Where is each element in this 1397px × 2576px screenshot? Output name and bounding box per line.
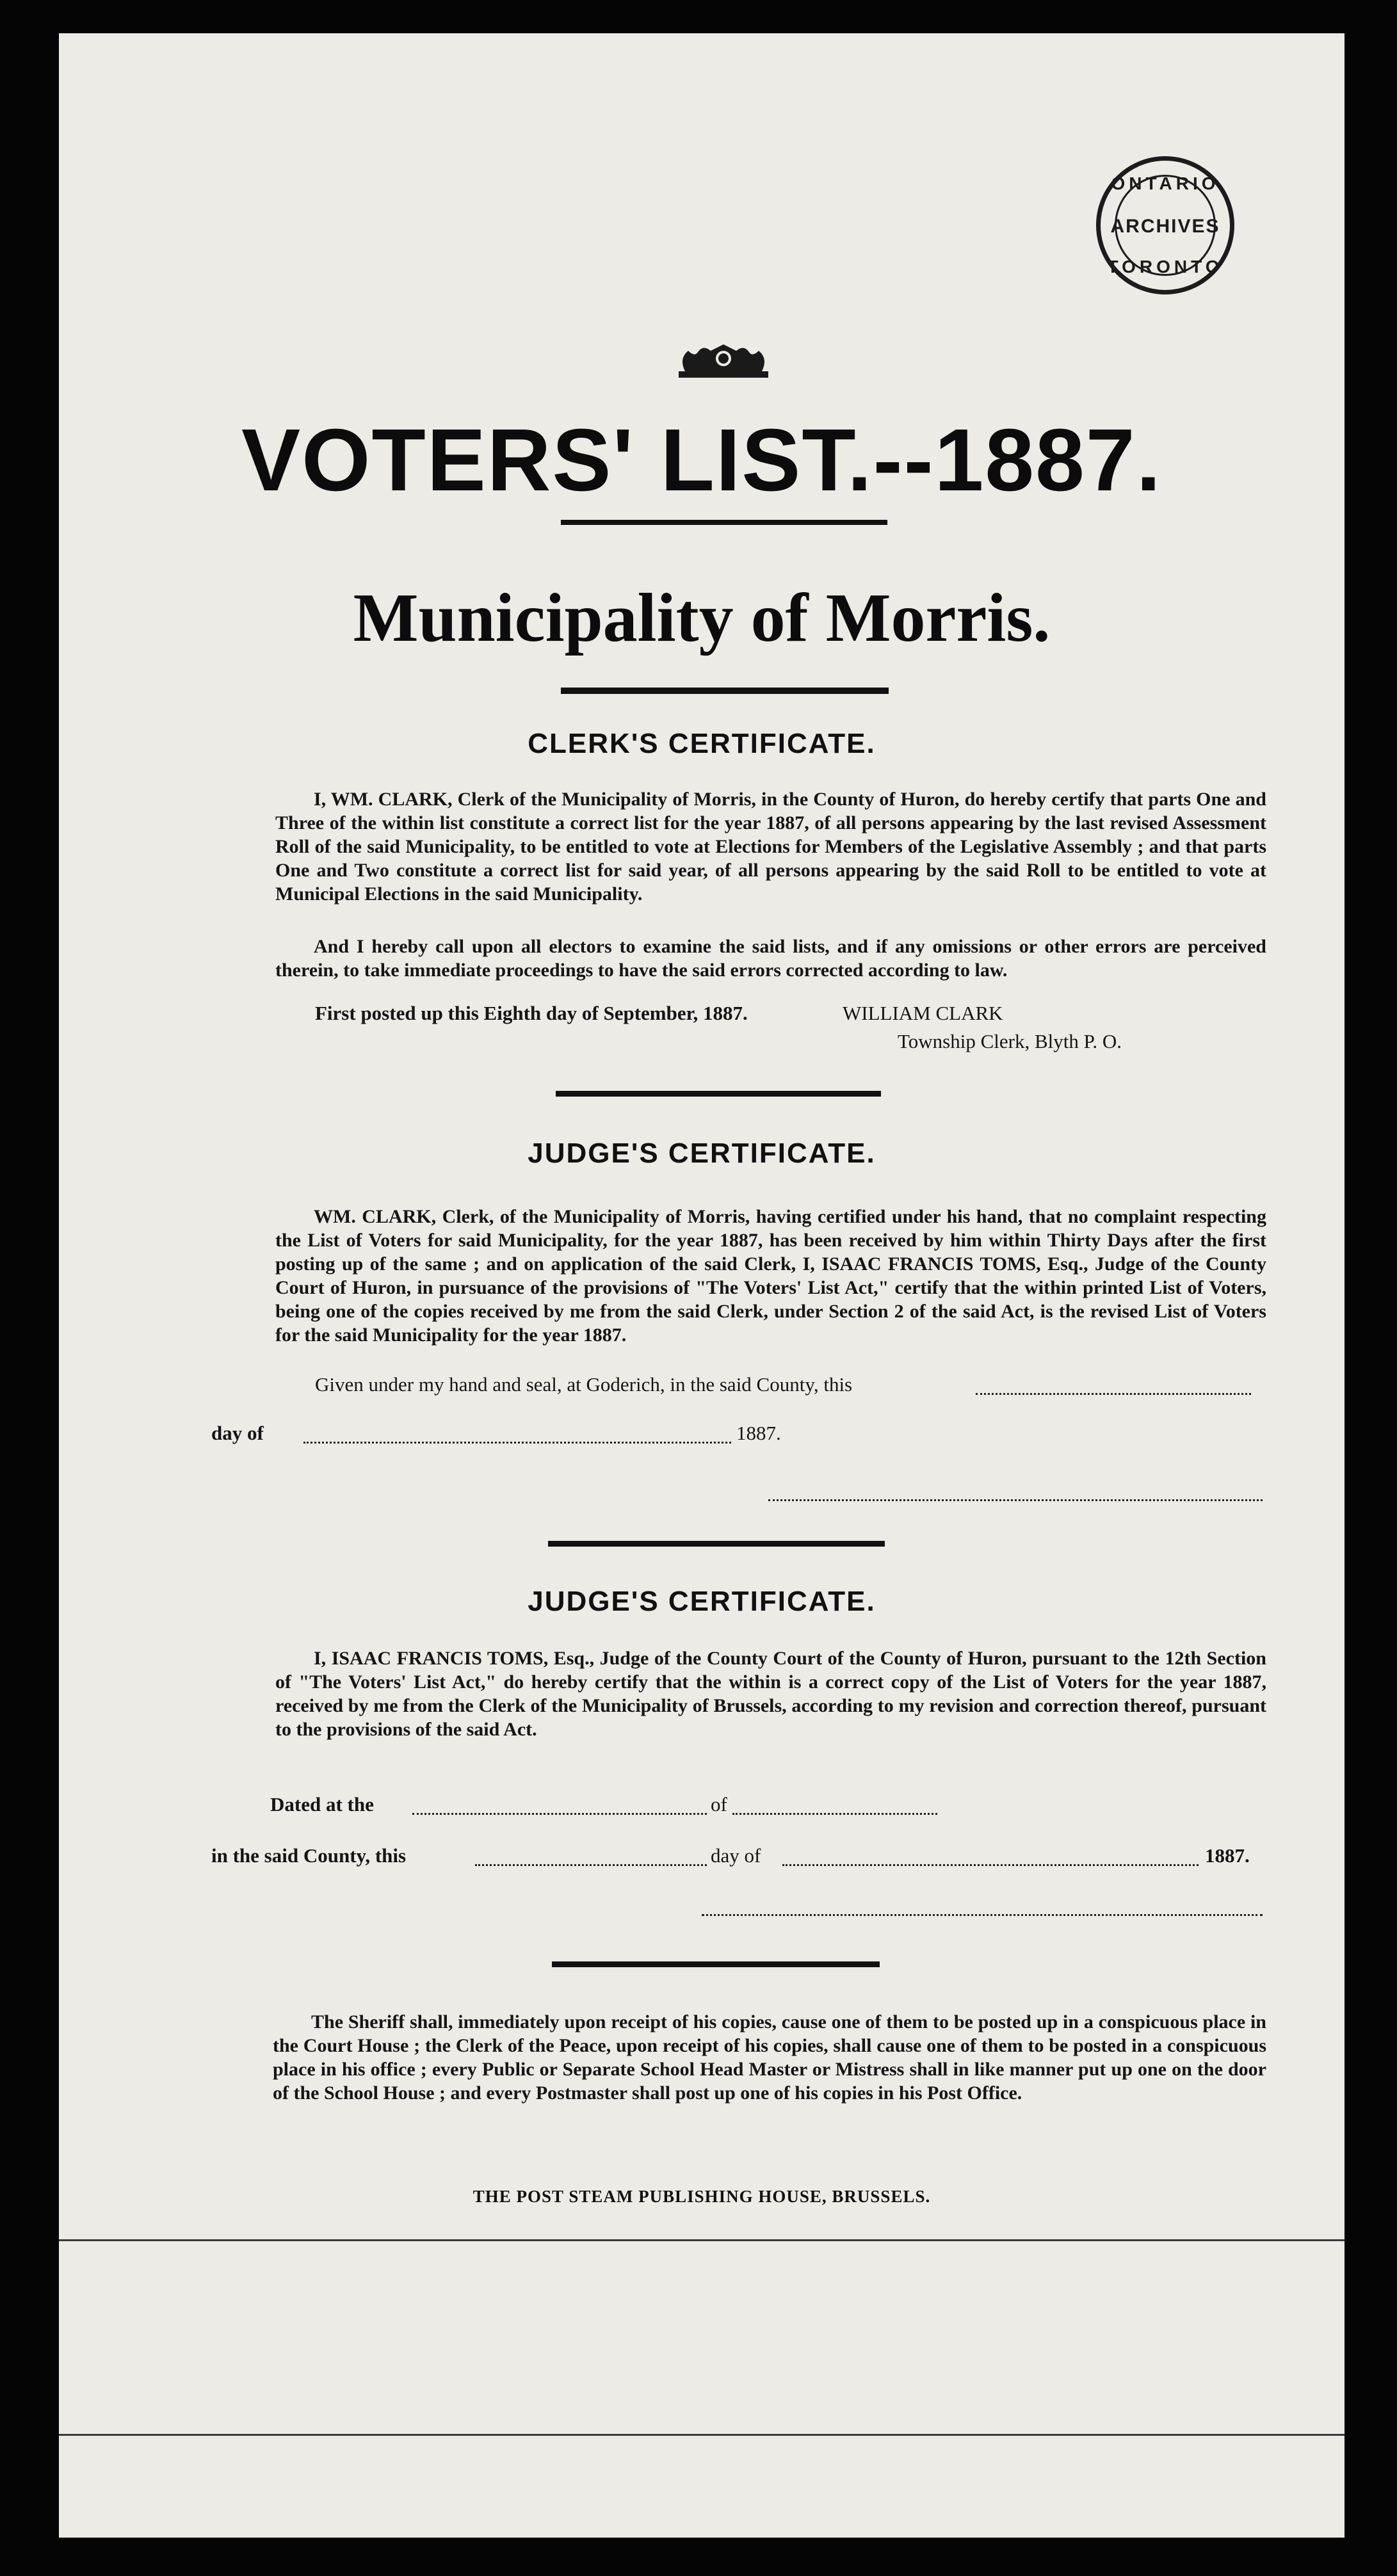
signature-line: [702, 1914, 1263, 1916]
clerk-certificate-call: And I hereby call upon all electors to examine the said lists, and if any omissions or other errors are perceived therein, to take immediate proceedings to have the said errors corrected according to law.: [275, 936, 1266, 981]
day-of-label: day of: [711, 1844, 761, 1867]
divider: [59, 2239, 1345, 2241]
page-title: VOTERS' LIST.--1887.: [241, 411, 1162, 510]
signatory-title: Township Clerk, Blyth P. O.: [898, 1030, 1122, 1052]
judge-certificate-1-body: WM. CLARK, Clerk, of the Municipality of Morris, having certified under his hand, that no complaint respecting the List of Voters for said Municipality, for the year 1887, has been received by him within Thirty Days after the first posting up of the same ; and on application of the said Clerk, I, ISAAC FRANCIS TOMS, Esq., Judge of the County Court of Huron, in pursuance of the provisions of "The Voters' List Act," certify that the within printed List of Voters, being one of the copies received by me from the said Clerk, under Section 2 of the said Act, is the revised List of Voters for the said Municipality for the year 1887.: [275, 1206, 1266, 1346]
given-under-hand: Given under my hand and seal, at Goderich, in the said County, this: [315, 1373, 853, 1396]
municipality-title: Municipality of Morris.: [353, 580, 1051, 656]
judge-certificate-2-body: I, ISAAC FRANCIS TOMS, Esq., Judge of the County Court of the County of Huron, pursuant to the 12th Section of "The Voters' List Act," do hereby certify that the within is a correct copy of the List of Voters for the year 1887, received by me from the Clerk of the Municipality of Brussels, according to my revision and correction thereof, pursuant to the provisions of the said Act.: [275, 1648, 1266, 1740]
day-of-label: day of: [211, 1422, 264, 1444]
year-label: 1887.: [736, 1422, 781, 1444]
signature-line: [732, 1813, 937, 1815]
signature-line: [303, 1442, 731, 1444]
judge-certificate-2-heading: JUDGE'S CERTIFICATE.: [528, 1586, 876, 1617]
signatory-name: WILLIAM CLARK: [843, 1002, 1003, 1024]
in-county-label: in the said County, this: [211, 1844, 407, 1867]
stamp-middle-text: ARCHIVES: [1110, 216, 1220, 237]
publisher-imprint: THE POST STEAM PUBLISHING HOUSE, BRUSSELS.: [472, 2187, 931, 2206]
signature-line: [976, 1393, 1251, 1395]
archives-stamp: [1096, 156, 1234, 294]
divider: [552, 1961, 880, 1967]
year-label: 1887.: [1205, 1844, 1250, 1867]
posting-date: First posted up this Eighth day of September, 1887.: [315, 1002, 748, 1024]
stamp-bottom-text: TORONTO: [1107, 257, 1223, 277]
divider: [548, 1541, 885, 1547]
signature-line: [782, 1864, 1199, 1866]
of-label: of: [711, 1793, 727, 1815]
sheriff-notice: The Sheriff shall, immediately upon receipt of his copies, cause one of them to be posted up in a conspicuous place in the Court House ; the Clerk of the Peace, upon receipt of his copies, shall cause one of them to be posted in a conspicuous place in his office ; every Public or Separate School Head Master or Mistress shall in like manner put up one on the door of the School House ; and every Postmaster shall post up one of his copies in his Post Office.: [273, 2011, 1266, 2104]
divider: [556, 1091, 881, 1097]
signature-line: [412, 1813, 707, 1815]
royal-crest-icon: [666, 339, 781, 384]
divider: [561, 520, 887, 525]
signature-line: [475, 1864, 707, 1866]
document-page: [59, 33, 1345, 2538]
clerk-certificate-body: I, WM. CLARK, Clerk of the Municipality of Morris, in the County of Huron, do hereby certify that parts One and Three of the within list constitute a correct list for the year 1887, of all persons appearing by the last revised Assessment Roll of the said Municipality, to be entitled to vote at Elections for Members of the Legislative Assembly ; and that parts One and Two constitute a correct list for said year, of all persons appearing by the said Roll to be entitled to vote at Municipal Elections in the said Municipality.: [275, 789, 1266, 905]
judge-certificate-1-heading: JUDGE'S CERTIFICATE.: [528, 1138, 876, 1169]
stamp-top-text: ONTARIO: [1111, 173, 1220, 193]
clerk-certificate-heading: CLERK'S CERTIFICATE.: [528, 728, 876, 759]
divider: [561, 688, 889, 694]
divider: [59, 2434, 1345, 2436]
signature-line: [768, 1499, 1263, 1501]
dated-at-label: Dated at the: [270, 1793, 374, 1815]
